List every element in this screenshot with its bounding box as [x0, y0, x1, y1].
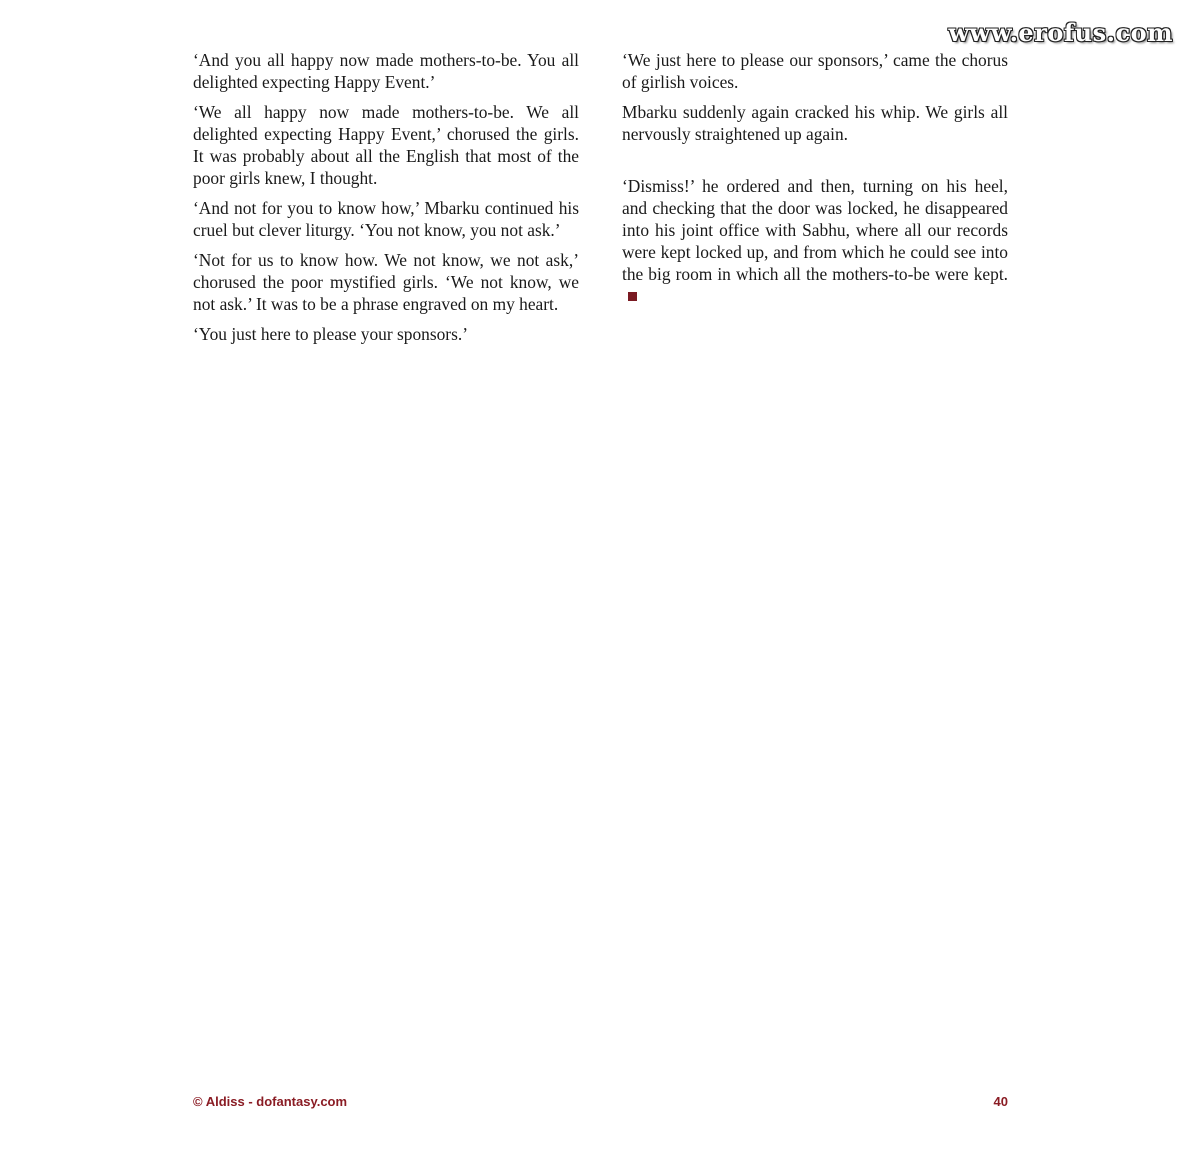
- page-number: 40: [993, 1094, 1008, 1109]
- paragraph: Mbarku suddenly again cracked his whip. We girls all nervously straightened up again.: [622, 102, 1008, 144]
- end-of-story-mark-icon: [628, 292, 637, 301]
- paragraph: ‘And not for you to know how,’ Mbarku continued his cruel but clever liturgy. ‘You not know, you not ask.’: [193, 198, 579, 240]
- paragraph: ‘And you all happy now made mothers-to-be. You all delighted expecting Happy Event.’: [193, 50, 579, 92]
- paragraph: ‘Not for us to know how. We not know, we not ask,’ chorused the poor mystified girls. ‘We not know, we not ask.’ It was to be a phrase engraved on my heart.: [193, 250, 579, 314]
- footer-copyright: © Aldiss - dofantasy.com: [193, 1094, 348, 1109]
- final-paragraph: [622, 175, 1008, 307]
- right-column: [622, 49, 1008, 315]
- final-paragraph-text: ‘Dismiss!’ he ordered and then, turning on his heel, and checking that the door was locked, he disappeared into his joint office with Sabhu, where all our records were kept locked up, and from which he could see into the big room in which all the mothers-to-be were kept.: [622, 176, 1008, 284]
- paragraph: ‘We just here to please our sponsors,’ came the chorus of girlish voices.: [622, 50, 1008, 92]
- watermark: www.erofus.com: [948, 18, 1173, 47]
- left-column: [193, 49, 579, 353]
- paragraph: ‘You just here to please your sponsors.’: [193, 324, 469, 344]
- paragraph: ‘We all happy now made mothers-to-be. We all delighted expecting Happy Event,’ chorused the girls. It was probably about all the English that most of the poor girls knew, I thought.: [193, 102, 579, 188]
